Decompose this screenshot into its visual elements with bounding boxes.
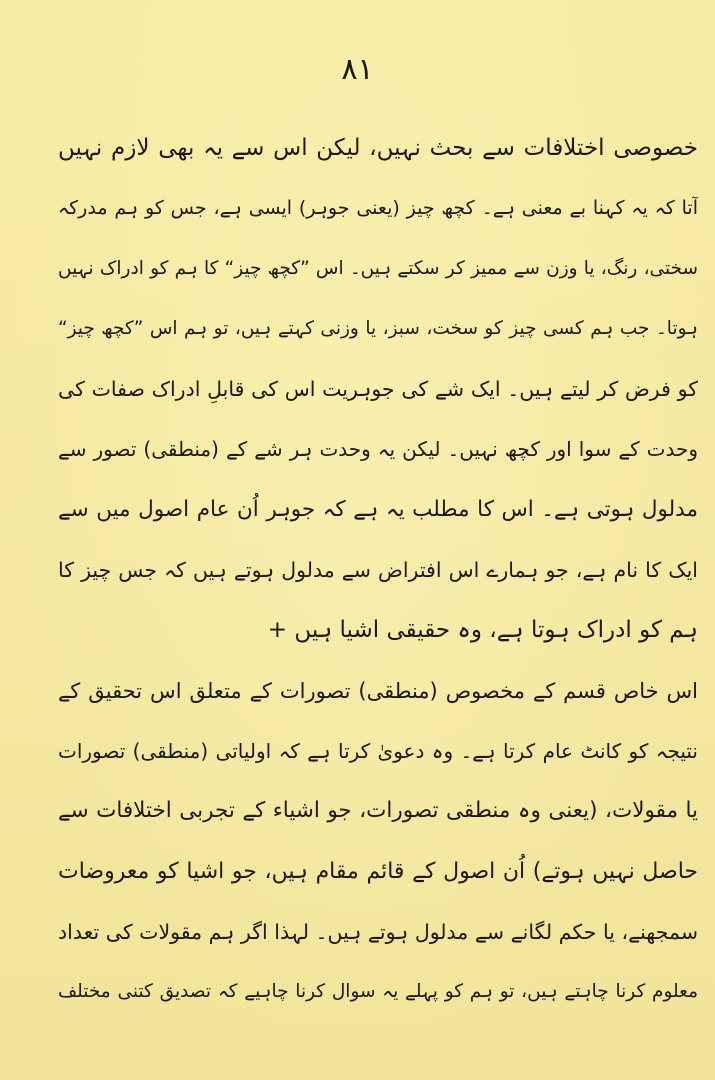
text-line: خصوصی اختلافات سے بحث نہیں، لیکن اس سے یہ بھی لازم نہیں [58, 135, 698, 161]
text-line: معلوم کرنا چاہتے ہیں، تو ہم کو پہلے یہ سوال کرنا چاہیے کہ تصدیق کتنی مختلف [58, 981, 698, 1003]
text-line: سمجھنے، یا حکم لگانے سے مدلول ہوتے ہیں۔ لہذا اگر ہم مقولات کی تعداد [58, 919, 698, 944]
text-line: ایک کا نام ہے، جو ہمارے اس افتراض سے مدلول ہوتے ہیں کہ جس چیز کا [58, 558, 698, 583]
text-line: آتا کہ یہ کہنا بے معنی ہے۔ کچھ چیز (یعنی جوہر) ایسی ہے، جس کو ہم مدرکہ [58, 197, 698, 220]
text-line: کو فرض کر لیتے ہیں۔ ایک شے کی جوہریت اس کی قابلِ ادراک صفات کی [58, 377, 698, 402]
text-line: حاصل نہیں ہوتے) اُن اصول کے قائم مقام ہیں، جو اشیا کو معروضات [58, 858, 698, 884]
text-line: ہوتا۔ جب ہم کسی چیز کو سخت، سبز، یا وزنی کہتے ہیں، تو ہم اس ”کچھ چیز“ [58, 317, 698, 339]
body-text [58, 118, 698, 1022]
text-line: ہم کو ادراک ہوتا ہے، وہ حقیقی اشیا ہیں + [267, 617, 698, 644]
text-line: وحدت کے سوا اور کچھ نہیں۔ لیکن یہ وحدت ہر شے کے (منطقی) تصور سے [58, 437, 698, 462]
text-line: مدلول ہوتی ہے۔ اس کا مطلب یہ ہے کہ جوہر اُن عام اصول میں سے [58, 496, 698, 522]
page-number: ۸۱ [341, 52, 374, 87]
text-line: اس خاص قسم کے مخصوص (منطقی) تصورات کے متعلق اس تحقیق کے [58, 678, 698, 703]
text-line: یا مقولات، (یعنی وہ منطقی تصورات، جو اشیاء کے تجربی اختلافات سے [58, 798, 698, 824]
text-line: سختی، رنگ، یا وزن سے ممیز کر سکتے ہیں۔ اس ”کچھ چیز“ کا ہم کو ادراک نہیں [58, 257, 698, 279]
text-line: نتیجہ کو کانٹ عام کرتا ہے۔ وہ دعویٰ کرتا ہے کہ اولیاتی (منطقی) تصورات [58, 738, 698, 763]
